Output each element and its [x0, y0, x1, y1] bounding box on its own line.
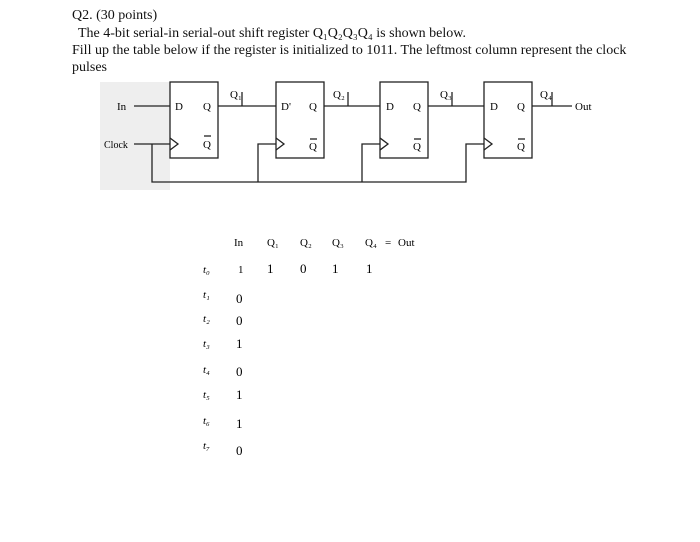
header-q4: Q₄ — [365, 237, 377, 249]
row-t1-label: t₁ — [203, 289, 210, 301]
header-out: Out — [398, 237, 415, 249]
clock-label: Clock — [104, 140, 128, 151]
row-t0-q3: 1 — [332, 261, 339, 276]
row-t2-in: 0 — [236, 313, 243, 328]
row-t0-q1: 1 — [267, 261, 274, 276]
row-t2-label: t₂ — [203, 313, 210, 325]
in-label: In — [117, 101, 127, 113]
ff2-d: D' — [281, 101, 291, 113]
row-t6-in: 1 — [236, 416, 243, 431]
row-t4-in: 0 — [236, 364, 243, 379]
row-t3-label: t₃ — [203, 338, 210, 350]
ff4-d: D — [490, 101, 498, 113]
ff2-q: Q — [309, 101, 317, 113]
row-t5-label: t₅ — [203, 389, 210, 401]
row-t0-q2: 0 — [300, 261, 307, 276]
header-q3: Q₃ — [332, 237, 344, 249]
row-t7-in: 0 — [236, 443, 243, 458]
row-t0-q4: 1 — [366, 261, 373, 276]
ff4-output: Q₄ — [540, 89, 552, 101]
row-t0-in: 1 — [238, 264, 244, 276]
question-title: Q2. (30 points) — [72, 8, 158, 23]
out-label: Out — [575, 101, 592, 113]
ff4-qbar: Q — [517, 141, 525, 153]
scan-shading — [100, 82, 170, 190]
header-eq: = — [385, 237, 392, 249]
question-line-2: Fill up the table below if the register is initialized to 1011. The leftmost column represent the clock — [72, 43, 627, 58]
ff1-qbar: Q — [203, 139, 211, 151]
row-t7-label: t₇ — [203, 440, 210, 452]
row-t4-label: t₄ — [203, 364, 210, 376]
ff3-output: Q₃ — [440, 89, 452, 101]
ff1-q: Q — [203, 101, 211, 113]
ff3-q: Q — [413, 101, 421, 113]
ff3-d: D — [386, 101, 394, 113]
question-line-3: pulses — [72, 60, 107, 75]
ff3-qbar: Q — [413, 141, 421, 153]
ff2-output: Q₂ — [333, 89, 345, 101]
row-t3-in: 1 — [236, 336, 243, 351]
header-in: In — [234, 237, 244, 249]
ff4-q: Q — [517, 101, 525, 113]
header-q2: Q₂ — [300, 237, 312, 249]
ff1-output: Q₁ — [230, 89, 242, 101]
ff1-d: D — [175, 101, 183, 113]
row-t6-label: t₆ — [203, 415, 210, 427]
header-q1: Q₁ — [267, 237, 279, 249]
row-t5-in: 1 — [236, 387, 243, 402]
row-t1-in: 0 — [236, 291, 243, 306]
question-line-1: The 4-bit serial-in serial-out shift register Q₁Q₂Q₃Q₄ is shown below. — [78, 26, 466, 41]
row-t0-label: t₀ — [203, 264, 210, 276]
ff2-qbar: Q — [309, 141, 317, 153]
